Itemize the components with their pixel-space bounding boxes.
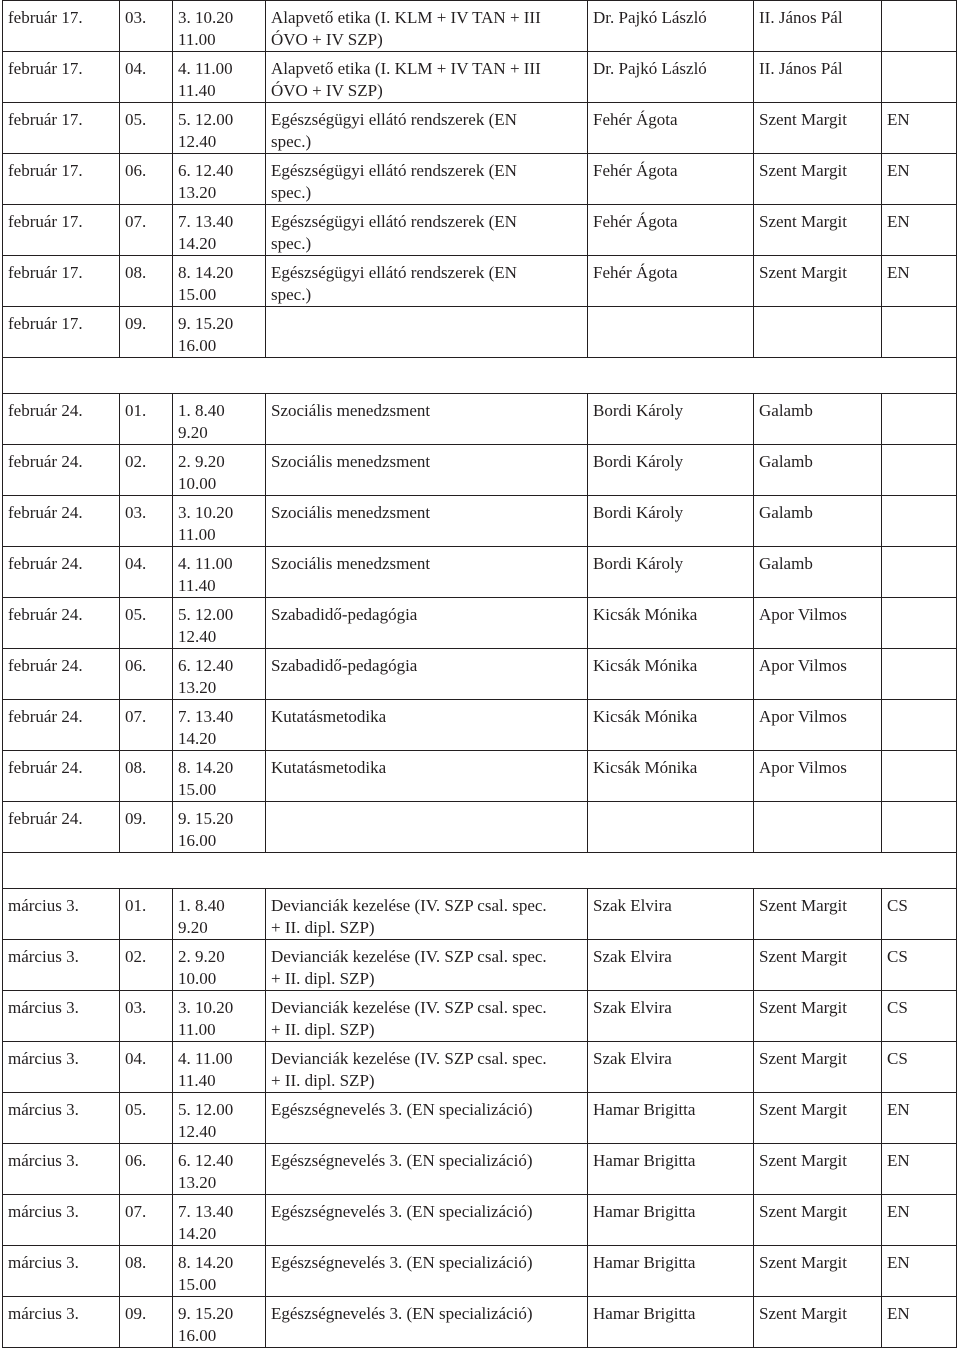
room-cell: Szent Margit	[754, 205, 882, 256]
teacher-cell: Kicsák Mónika	[588, 598, 754, 649]
teacher-cell: Bordi Károly	[588, 394, 754, 445]
subject-cell: Alapvető etika (I. KLM + IV TAN + III ÓVO + IV SZP)	[266, 52, 588, 103]
table-row	[3, 154, 957, 205]
date-cell: február 17.	[3, 154, 120, 205]
lesson-number-cell: 01.	[120, 889, 173, 940]
lesson-number-cell: 09.	[120, 307, 173, 358]
room-cell: II. János Pál	[754, 1, 882, 52]
date-cell: február 24.	[3, 496, 120, 547]
lesson-number-cell: 09.	[120, 1297, 173, 1348]
lesson-time-cell: 2. 9.20 10.00	[173, 940, 266, 991]
date-cell: február 17.	[3, 256, 120, 307]
date-cell: február 24.	[3, 751, 120, 802]
specialization-cell: EN	[882, 205, 957, 256]
teacher-cell: Hamar Brigitta	[588, 1246, 754, 1297]
subject-cell: Kutatásmetodika	[266, 700, 588, 751]
subject-cell: Devianciák kezelése (IV. SZP csal. spec. + II. dipl. SZP)	[266, 991, 588, 1042]
specialization-cell	[882, 547, 957, 598]
room-cell: Szent Margit	[754, 1144, 882, 1195]
date-cell: március 3.	[3, 1144, 120, 1195]
subject-cell: Egészségnevelés 3. (EN specializáció)	[266, 1093, 588, 1144]
subject-cell: Egészségügyi ellátó rendszerek (EN spec.)	[266, 205, 588, 256]
date-cell: március 3.	[3, 1093, 120, 1144]
table-row	[3, 205, 957, 256]
date-cell: február 17.	[3, 307, 120, 358]
date-cell: március 3.	[3, 1195, 120, 1246]
date-cell: február 24.	[3, 700, 120, 751]
lesson-number-cell: 08.	[120, 256, 173, 307]
date-cell: február 24.	[3, 547, 120, 598]
teacher-cell	[588, 307, 754, 358]
subject-cell: Egészségnevelés 3. (EN specializáció)	[266, 1144, 588, 1195]
date-cell: február 17.	[3, 52, 120, 103]
lesson-time-cell: 4. 11.00 11.40	[173, 547, 266, 598]
lesson-time-cell: 9. 15.20 16.00	[173, 307, 266, 358]
table-row	[3, 256, 957, 307]
date-cell: február 17.	[3, 1, 120, 52]
teacher-cell: Szak Elvira	[588, 940, 754, 991]
teacher-cell: Bordi Károly	[588, 445, 754, 496]
teacher-cell: Kicsák Mónika	[588, 751, 754, 802]
room-cell: Apor Vilmos	[754, 700, 882, 751]
lesson-number-cell: 08.	[120, 751, 173, 802]
date-cell: március 3.	[3, 1042, 120, 1093]
table-row	[3, 649, 957, 700]
date-cell: február 24.	[3, 649, 120, 700]
room-cell: Galamb	[754, 496, 882, 547]
lesson-time-cell: 1. 8.40 9.20	[173, 394, 266, 445]
subject-cell: Kutatásmetodika	[266, 751, 588, 802]
lesson-time-cell: 7. 13.40 14.20	[173, 205, 266, 256]
lesson-time-cell: 6. 12.40 13.20	[173, 154, 266, 205]
lesson-time-cell: 9. 15.20 16.00	[173, 802, 266, 853]
teacher-cell: Dr. Pajkó László	[588, 1, 754, 52]
lesson-number-cell: 02.	[120, 940, 173, 991]
teacher-cell: Hamar Brigitta	[588, 1195, 754, 1246]
lesson-number-cell: 06.	[120, 154, 173, 205]
table-row	[3, 991, 957, 1042]
table-row	[3, 1, 957, 52]
lesson-number-cell: 07.	[120, 1195, 173, 1246]
table-row	[3, 889, 957, 940]
table-row	[3, 394, 957, 445]
subject-cell: Devianciák kezelése (IV. SZP csal. spec. + II. dipl. SZP)	[266, 889, 588, 940]
date-cell: február 17.	[3, 205, 120, 256]
room-cell: Szent Margit	[754, 256, 882, 307]
lesson-number-cell: 08.	[120, 1246, 173, 1297]
teacher-cell: Fehér Ágota	[588, 256, 754, 307]
teacher-cell: Fehér Ágota	[588, 205, 754, 256]
teacher-cell: Bordi Károly	[588, 496, 754, 547]
specialization-cell	[882, 1, 957, 52]
teacher-cell: Fehér Ágota	[588, 103, 754, 154]
room-cell: Szent Margit	[754, 1297, 882, 1348]
subject-cell: Alapvető etika (I. KLM + IV TAN + III ÓVO + IV SZP)	[266, 1, 588, 52]
specialization-cell	[882, 445, 957, 496]
date-cell: február 24.	[3, 445, 120, 496]
table-row	[3, 700, 957, 751]
table-row	[3, 52, 957, 103]
specialization-cell: CS	[882, 940, 957, 991]
subject-cell: Egészségügyi ellátó rendszerek (EN spec.)	[266, 154, 588, 205]
specialization-cell	[882, 598, 957, 649]
subject-cell: Szociális menedzsment	[266, 547, 588, 598]
table-row	[3, 598, 957, 649]
lesson-time-cell: 3. 10.20 11.00	[173, 1, 266, 52]
lesson-time-cell: 4. 11.00 11.40	[173, 1042, 266, 1093]
table-row	[3, 1042, 957, 1093]
date-cell: február 24.	[3, 598, 120, 649]
table-row	[3, 547, 957, 598]
lesson-number-cell: 05.	[120, 103, 173, 154]
subject-cell: Egészségügyi ellátó rendszerek (EN spec.)	[266, 256, 588, 307]
subject-cell: Egészségnevelés 3. (EN specializáció)	[266, 1246, 588, 1297]
lesson-time-cell: 1. 8.40 9.20	[173, 889, 266, 940]
lesson-time-cell: 9. 15.20 16.00	[173, 1297, 266, 1348]
room-cell: Galamb	[754, 394, 882, 445]
subject-cell: Devianciák kezelése (IV. SZP csal. spec. + II. dipl. SZP)	[266, 1042, 588, 1093]
room-cell: Szent Margit	[754, 1195, 882, 1246]
room-cell: Apor Vilmos	[754, 598, 882, 649]
lesson-time-cell: 7. 13.40 14.20	[173, 1195, 266, 1246]
section-separator	[3, 358, 957, 394]
specialization-cell	[882, 700, 957, 751]
table-row	[3, 1093, 957, 1144]
lesson-number-cell: 03.	[120, 991, 173, 1042]
specialization-cell: EN	[882, 103, 957, 154]
subject-cell: Egészségnevelés 3. (EN specializáció)	[266, 1297, 588, 1348]
specialization-cell: CS	[882, 889, 957, 940]
date-cell: március 3.	[3, 1297, 120, 1348]
specialization-cell	[882, 394, 957, 445]
specialization-cell: EN	[882, 256, 957, 307]
lesson-time-cell: 8. 14.20 15.00	[173, 256, 266, 307]
room-cell: Szent Margit	[754, 1042, 882, 1093]
specialization-cell	[882, 307, 957, 358]
room-cell: Szent Margit	[754, 103, 882, 154]
teacher-cell: Dr. Pajkó László	[588, 52, 754, 103]
lesson-time-cell: 3. 10.20 11.00	[173, 991, 266, 1042]
lesson-time-cell: 5. 12.00 12.40	[173, 598, 266, 649]
schedule-body	[3, 1, 957, 1348]
subject-cell: Szociális menedzsment	[266, 394, 588, 445]
specialization-cell: EN	[882, 1195, 957, 1246]
room-cell: Apor Vilmos	[754, 751, 882, 802]
separator-cell	[3, 358, 957, 394]
lesson-number-cell: 05.	[120, 598, 173, 649]
teacher-cell: Szak Elvira	[588, 889, 754, 940]
room-cell: Szent Margit	[754, 940, 882, 991]
room-cell: Szent Margit	[754, 1246, 882, 1297]
specialization-cell	[882, 496, 957, 547]
teacher-cell: Hamar Brigitta	[588, 1093, 754, 1144]
specialization-cell: EN	[882, 154, 957, 205]
table-row	[3, 496, 957, 547]
lesson-time-cell: 8. 14.20 15.00	[173, 1246, 266, 1297]
room-cell: Galamb	[754, 547, 882, 598]
specialization-cell: EN	[882, 1093, 957, 1144]
room-cell: Galamb	[754, 445, 882, 496]
schedule-table	[2, 0, 957, 1348]
room-cell: Szent Margit	[754, 889, 882, 940]
lesson-number-cell: 02.	[120, 445, 173, 496]
table-row	[3, 1144, 957, 1195]
room-cell: Szent Margit	[754, 991, 882, 1042]
lesson-number-cell: 07.	[120, 205, 173, 256]
specialization-cell	[882, 649, 957, 700]
room-cell: II. János Pál	[754, 52, 882, 103]
teacher-cell: Szak Elvira	[588, 1042, 754, 1093]
date-cell: március 3.	[3, 889, 120, 940]
teacher-cell: Fehér Ágota	[588, 154, 754, 205]
table-row	[3, 940, 957, 991]
lesson-number-cell: 01.	[120, 394, 173, 445]
teacher-cell	[588, 802, 754, 853]
teacher-cell: Kicsák Mónika	[588, 649, 754, 700]
table-row	[3, 103, 957, 154]
teacher-cell: Hamar Brigitta	[588, 1144, 754, 1195]
lesson-time-cell: 6. 12.40 13.20	[173, 1144, 266, 1195]
room-cell	[754, 307, 882, 358]
specialization-cell: CS	[882, 991, 957, 1042]
teacher-cell: Szak Elvira	[588, 991, 754, 1042]
subject-cell: Egészségügyi ellátó rendszerek (EN spec.)	[266, 103, 588, 154]
lesson-time-cell: 5. 12.00 12.40	[173, 103, 266, 154]
lesson-number-cell: 04.	[120, 547, 173, 598]
specialization-cell: CS	[882, 1042, 957, 1093]
date-cell: március 3.	[3, 940, 120, 991]
table-row	[3, 1246, 957, 1297]
lesson-number-cell: 06.	[120, 1144, 173, 1195]
lesson-time-cell: 4. 11.00 11.40	[173, 52, 266, 103]
date-cell: március 3.	[3, 1246, 120, 1297]
separator-cell	[3, 853, 957, 889]
specialization-cell: EN	[882, 1246, 957, 1297]
room-cell: Apor Vilmos	[754, 649, 882, 700]
table-row	[3, 751, 957, 802]
subject-cell	[266, 307, 588, 358]
date-cell: február 24.	[3, 394, 120, 445]
lesson-number-cell: 03.	[120, 496, 173, 547]
table-row	[3, 802, 957, 853]
specialization-cell: EN	[882, 1297, 957, 1348]
lesson-number-cell: 07.	[120, 700, 173, 751]
specialization-cell: EN	[882, 1144, 957, 1195]
lesson-number-cell: 04.	[120, 52, 173, 103]
subject-cell: Szabadidő-pedagógia	[266, 598, 588, 649]
lesson-number-cell: 04.	[120, 1042, 173, 1093]
date-cell: március 3.	[3, 991, 120, 1042]
teacher-cell: Bordi Károly	[588, 547, 754, 598]
specialization-cell	[882, 802, 957, 853]
date-cell: február 24.	[3, 802, 120, 853]
lesson-time-cell: 7. 13.40 14.20	[173, 700, 266, 751]
specialization-cell	[882, 751, 957, 802]
subject-cell	[266, 802, 588, 853]
room-cell	[754, 802, 882, 853]
specialization-cell	[882, 52, 957, 103]
lesson-number-cell: 05.	[120, 1093, 173, 1144]
lesson-time-cell: 6. 12.40 13.20	[173, 649, 266, 700]
lesson-time-cell: 5. 12.00 12.40	[173, 1093, 266, 1144]
lesson-number-cell: 03.	[120, 1, 173, 52]
lesson-number-cell: 06.	[120, 649, 173, 700]
room-cell: Szent Margit	[754, 1093, 882, 1144]
lesson-number-cell: 09.	[120, 802, 173, 853]
subject-cell: Egészségnevelés 3. (EN specializáció)	[266, 1195, 588, 1246]
table-row	[3, 307, 957, 358]
section-separator	[3, 853, 957, 889]
subject-cell: Szabadidő-pedagógia	[266, 649, 588, 700]
teacher-cell: Kicsák Mónika	[588, 700, 754, 751]
room-cell: Szent Margit	[754, 154, 882, 205]
teacher-cell: Hamar Brigitta	[588, 1297, 754, 1348]
date-cell: február 17.	[3, 103, 120, 154]
lesson-time-cell: 8. 14.20 15.00	[173, 751, 266, 802]
lesson-time-cell: 3. 10.20 11.00	[173, 496, 266, 547]
table-row	[3, 445, 957, 496]
table-row	[3, 1195, 957, 1246]
lesson-time-cell: 2. 9.20 10.00	[173, 445, 266, 496]
table-row	[3, 1297, 957, 1348]
subject-cell: Szociális menedzsment	[266, 496, 588, 547]
subject-cell: Szociális menedzsment	[266, 445, 588, 496]
subject-cell: Devianciák kezelése (IV. SZP csal. spec. + II. dipl. SZP)	[266, 940, 588, 991]
